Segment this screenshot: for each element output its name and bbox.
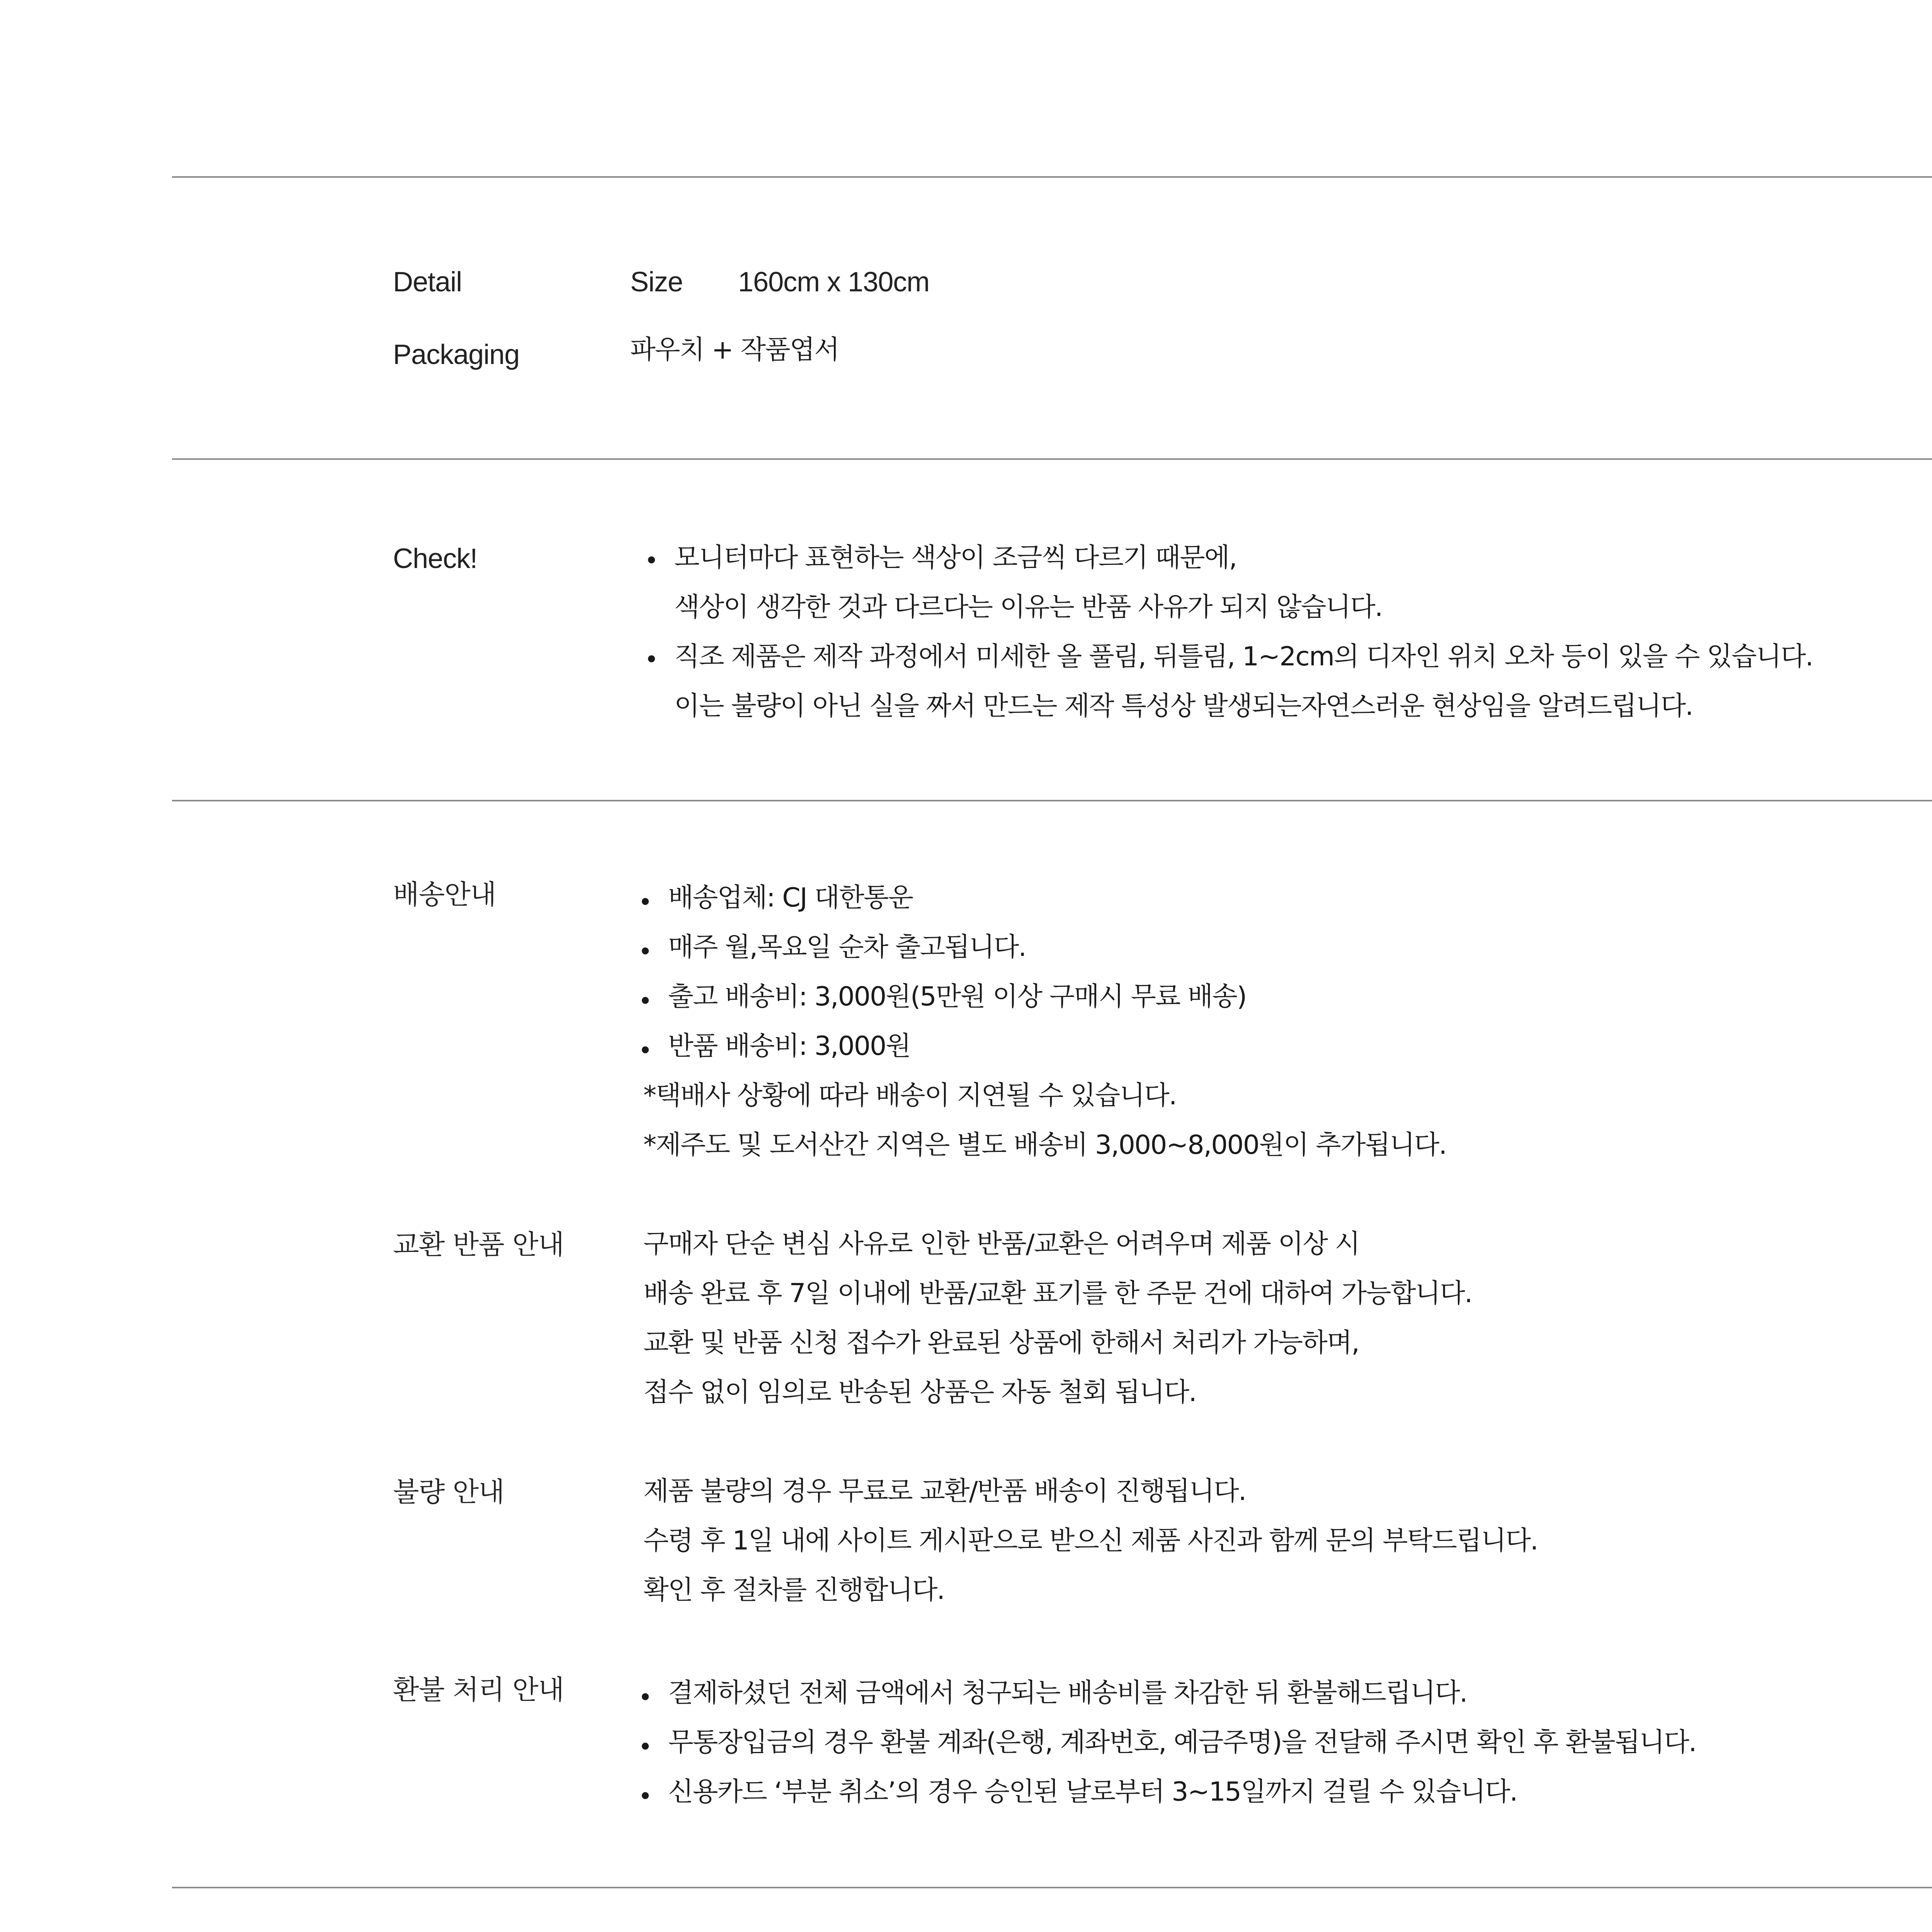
- divider-after-detail: [172, 458, 1932, 460]
- shipping-label: 배송안내: [393, 879, 496, 910]
- defect-line: 확인 후 절차를 진행합니다.: [643, 1575, 945, 1605]
- detail-label: Detail: [393, 267, 462, 298]
- check-line: 이는 불량이 아닌 실을 짜서 만드는 제작 특성상 발생되는자연스러운 현상임을 알려드립니다.: [674, 691, 1693, 721]
- refund-line: 무통장입금의 경우 환불 계좌(은행, 계좌번호, 예금주명)을 전달해 주시면 확인 후 환불됩니다.: [668, 1727, 1696, 1758]
- exchange-line: 교환 및 반품 신청 접수가 완료된 상품에 한해서 처리가 가능하며,: [643, 1328, 1359, 1358]
- refund-label: 환불 처리 안내: [393, 1674, 564, 1706]
- divider-after-check: [172, 800, 1932, 801]
- bullet-icon: [642, 1693, 649, 1700]
- bullet-icon: [642, 997, 649, 1004]
- defect-line: 제품 불량의 경우 무료로 교환/반품 배송이 진행됩니다.: [643, 1476, 1246, 1507]
- bullet-icon: [642, 1743, 649, 1750]
- bullet-icon: [642, 1046, 649, 1053]
- check-line: 색상이 생각한 것과 다르다는 이유는 반품 사유가 되지 않습니다.: [674, 592, 1383, 622]
- divider-bottom: [172, 1887, 1932, 1888]
- bullet-icon: [648, 655, 655, 662]
- exchange-label: 교환 반품 안내: [393, 1229, 564, 1260]
- refund-line: 결제하셨던 전체 금액에서 청구되는 배송비를 차감한 뒤 환불해드립니다.: [668, 1678, 1467, 1708]
- defect-line: 수령 후 1일 내에 사이트 게시판으로 받으신 제품 사진과 함께 문의 부탁드립니다.: [643, 1526, 1538, 1556]
- shipping-line: 배송업체: CJ 대한통운: [668, 883, 913, 913]
- check-line: 모니터마다 표현하는 색상이 조금씩 다르기 때문에,: [674, 543, 1237, 573]
- check-line: 직조 제품은 제작 과정에서 미세한 올 풀림, 뒤틀림, 1~2cm의 디자인 위치 오차 등이 있을 수 있습니다.: [674, 641, 1813, 672]
- size-label: Size: [630, 267, 683, 298]
- shipping-line: 출고 배송비: 3,000원(5만원 이상 구매시 무료 배송): [668, 981, 1247, 1012]
- bullet-icon: [642, 1792, 649, 1799]
- check-label: Check!: [393, 543, 478, 574]
- bullet-icon: [648, 556, 655, 563]
- bullet-icon: [642, 898, 649, 905]
- refund-line: 신용카드 ‘부분 취소’의 경우 승인된 날로부터 3~15일까지 걸릴 수 있습니다.: [668, 1777, 1517, 1807]
- shipping-line: 반품 배송비: 3,000원: [668, 1031, 910, 1061]
- exchange-line: 구매자 단순 변심 사유로 인한 반품/교환은 어려우며 제품 이상 시: [643, 1229, 1360, 1259]
- defect-label: 불량 안내: [393, 1476, 504, 1508]
- packaging-value: 파우치 + 작품엽서: [630, 335, 839, 365]
- packaging-label: Packaging: [393, 339, 520, 370]
- exchange-line: 접수 없이 임의로 반송된 상품은 자동 철회 됩니다.: [643, 1377, 1196, 1408]
- exchange-line: 배송 완료 후 7일 이내에 반품/교환 표기를 한 주문 건에 대하여 가능합니다.: [643, 1278, 1472, 1309]
- shipping-line: 매주 월,목요일 순차 출고됩니다.: [668, 932, 1026, 963]
- shipping-note: *택배사 상황에 따라 배송이 지연될 수 있습니다.: [643, 1080, 1177, 1111]
- bullet-icon: [642, 947, 649, 954]
- shipping-note: *제주도 및 도서산간 지역은 별도 배송비 3,000~8,000원이 추가됩니다.: [643, 1130, 1447, 1160]
- divider-top: [172, 176, 1932, 178]
- size-value: 160cm x 130cm: [738, 267, 930, 298]
